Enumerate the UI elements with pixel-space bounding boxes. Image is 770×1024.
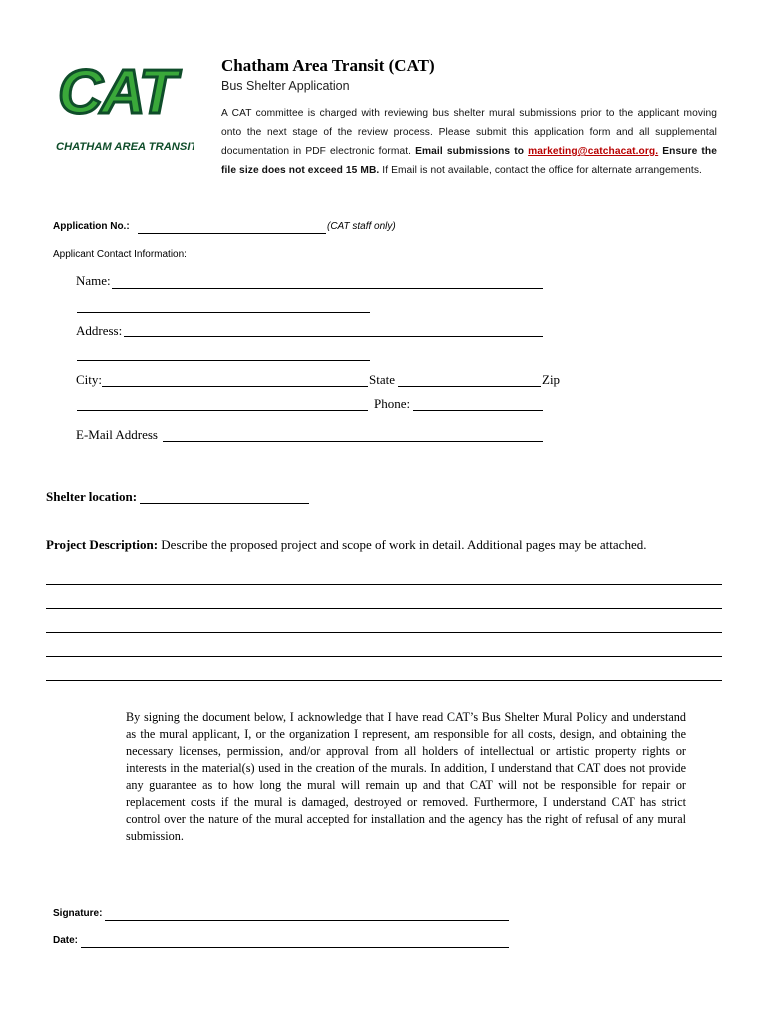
project-description-prompt <box>46 537 726 553</box>
shelter-location-label: Shelter location: <box>46 489 138 504</box>
address-field[interactable] <box>124 336 543 337</box>
cat-logo <box>54 55 194 155</box>
application-no-field[interactable] <box>138 233 326 234</box>
email-label: E-Mail Address <box>76 427 158 442</box>
signature-label: Signature: <box>53 908 103 919</box>
date-field[interactable] <box>81 947 509 948</box>
zip-field[interactable] <box>77 410 368 411</box>
name-label: Name: <box>76 273 111 288</box>
intro-email-instruction: Email submissions to <box>415 146 525 157</box>
logo-wordmark: CAT <box>58 58 175 127</box>
address-field-line-2[interactable] <box>77 360 370 361</box>
intro-text-2: If Email is not available, contact the office for alternate arrangements. <box>379 165 702 176</box>
application-no-label: Application No.: <box>53 221 130 232</box>
shelter-location-field[interactable] <box>140 503 309 504</box>
cat-logo-icon <box>54 55 194 155</box>
state-field[interactable] <box>398 386 541 387</box>
logo-subtext: CHATHAM AREA TRANSIT <box>56 141 194 153</box>
name-field-line-2[interactable] <box>77 312 370 313</box>
phone-label: Phone: <box>374 396 411 411</box>
email-field[interactable] <box>163 441 543 442</box>
project-description-line[interactable] <box>46 608 722 609</box>
email-link[interactable]: marketing@catchacat.org. <box>528 146 659 157</box>
project-description-line[interactable] <box>46 584 722 585</box>
policy-acknowledgement: By signing the document below, I acknowledge that I have read CAT’s Bus Shelter Mural Policy and understand as the mural applicant, I, or the organization I represent, am responsible for all costs, design, and obtaining the necessary licenses, permission, and/or approval from all holders of intellectual or artistic property rights or interests in the material(s) used in the creation of the murals. In addition, I understand that CAT does not provide any guarantee as to how long the mural will remain up and that CAT will not be responsible for repair or replacement costs if the mural is damaged, destroyed or removed. Furthermore, I understand CAT has strict control over the nature of the mural accepted for installation and the agency has the right of refusal of any mural submission. <box>126 710 686 843</box>
page-subtitle: Bus Shelter Application <box>221 79 350 93</box>
address-label: Address: <box>76 323 123 338</box>
date-label: Date: <box>53 935 79 946</box>
project-description-line[interactable] <box>46 656 722 657</box>
application-no-note: (CAT staff only) <box>327 221 396 232</box>
project-description-line[interactable] <box>46 680 722 681</box>
name-field[interactable] <box>112 288 543 289</box>
intro-paragraph <box>221 104 717 180</box>
contact-info-heading: Applicant Contact Information: <box>53 249 187 260</box>
city-label: City: <box>76 372 103 387</box>
project-description-label: Project Description: <box>46 537 159 552</box>
page-title: Chatham Area Transit (CAT) <box>221 56 435 75</box>
intro-file-size-note: Ensure the file size does not exceed 15 MB. <box>221 146 717 176</box>
zip-label: Zip <box>542 372 561 387</box>
city-field[interactable] <box>102 386 368 387</box>
signature-field[interactable] <box>105 920 509 921</box>
state-label: State <box>369 372 395 387</box>
project-description-line[interactable] <box>46 632 722 633</box>
project-description-instructions: Describe the proposed project and scope of work in detail. Additional pages may be attached. <box>158 537 647 552</box>
phone-field[interactable] <box>413 410 543 411</box>
intro-text-1: A CAT committee is charged with reviewing bus shelter mural submissions prior to the applicant moving onto the next stage of the review process. Please submit this application form and all supplemental documentation in PDF electronic format. <box>221 108 717 157</box>
